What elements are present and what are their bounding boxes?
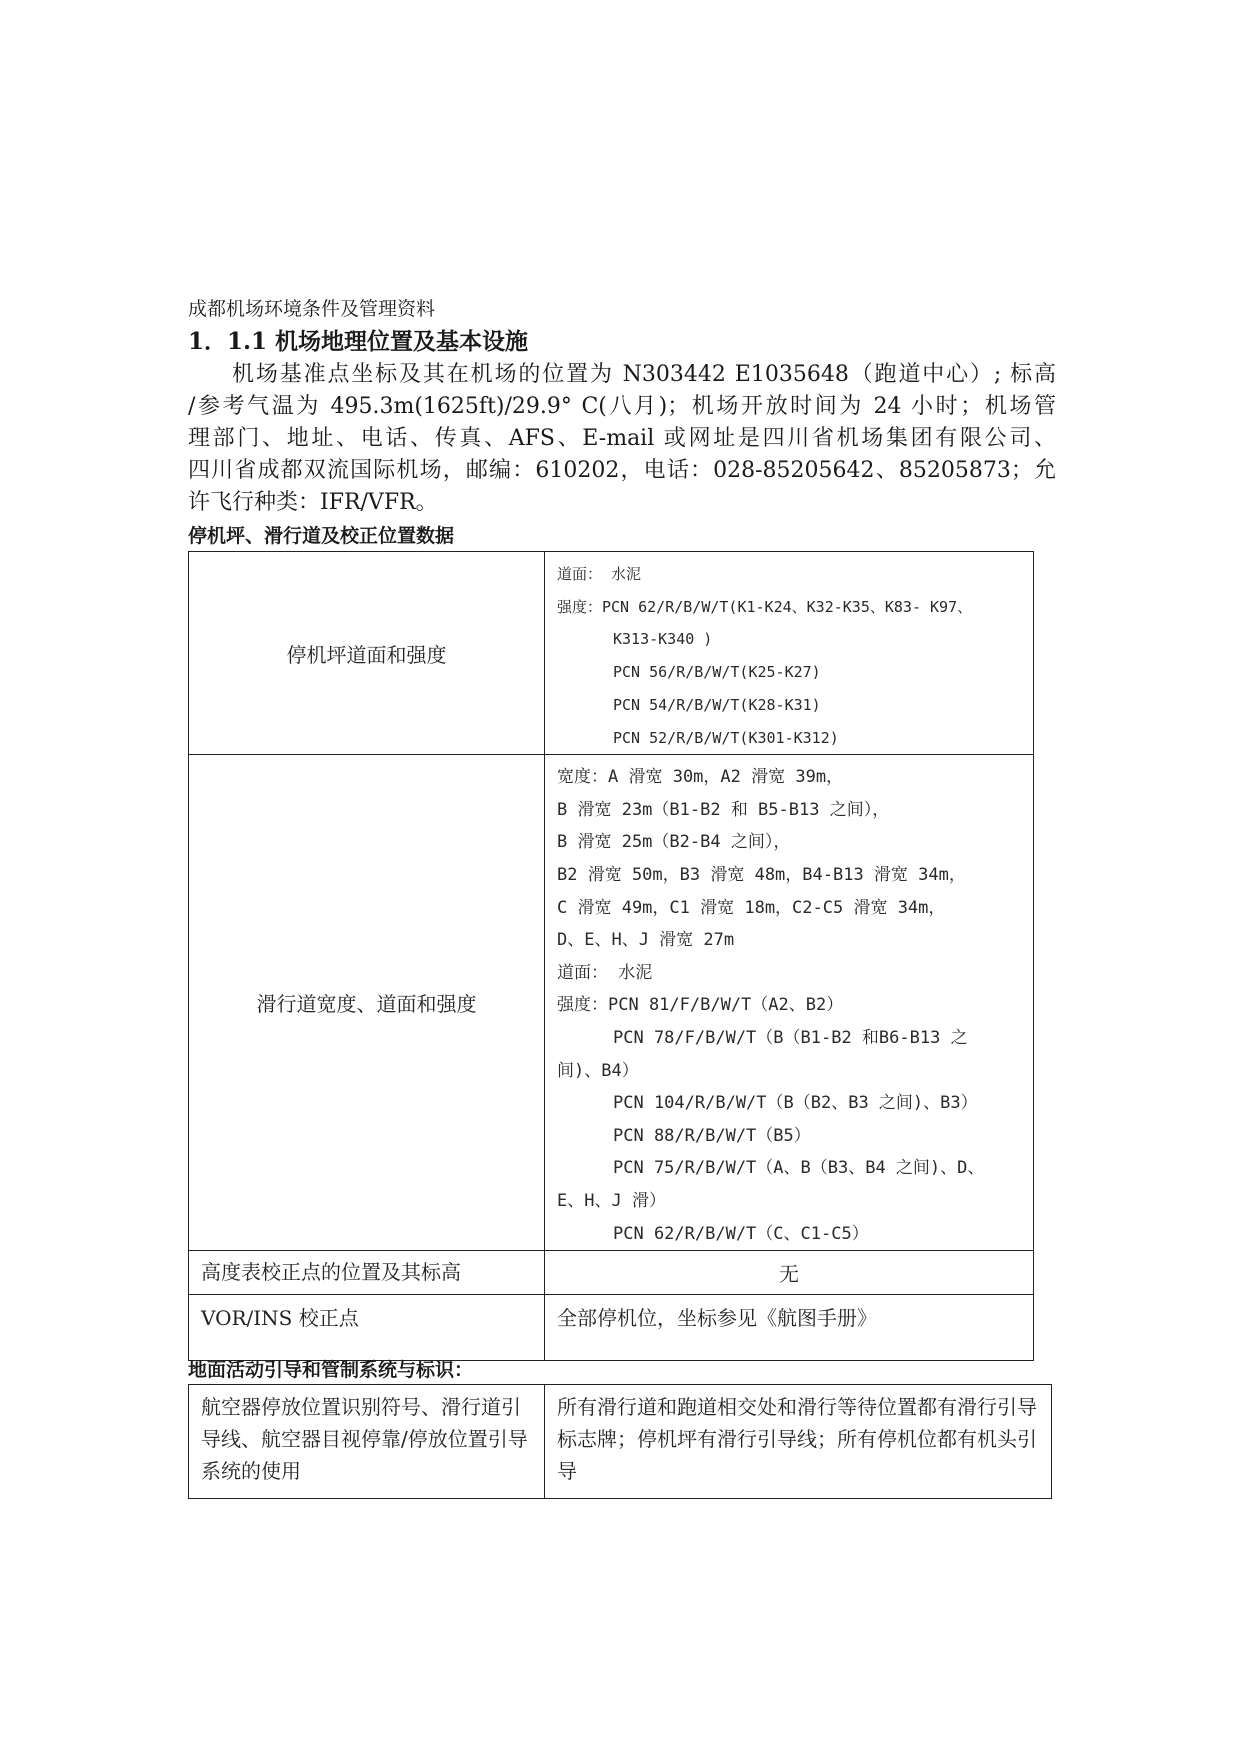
taxiway-value-cell [545,755,1034,1251]
taxiway-label-cell [189,755,545,1251]
table-row [189,1295,1034,1361]
taxiway-line: 间)、B4） [557,1060,639,1081]
taxiway-label: 滑行道宽度、道面和强度 [256,992,477,1017]
taxiway-line: C 滑宽 49m，C1 滑宽 18m，C2-C5 滑宽 34m， [557,897,946,918]
taxiway-line: 宽度：A 滑宽 30m，A2 滑宽 39m， [557,767,844,788]
section-heading: 1．1.1 机场地理位置及基本设施 [188,328,529,355]
apron-line: PCN 54/R/B/W/T(K28-K31) [613,695,821,714]
taxiway-line: E、H、J 滑） [557,1190,666,1211]
vor-ins-value: 全部停机位，坐标参见《航图手册》 [557,1306,877,1331]
paragraph-line: 理部门、地址、电话、传真、AFS、E-mail 或网址是四川省机场集团有限公司、 [188,426,1056,451]
taxiway-line: D、E、H、J 滑宽 27m [557,930,735,951]
vor-ins-label-cell [189,1295,545,1361]
guidance-label: 航空器停放位置识别符号、滑行道引导线、航空器目视停靠/停放位置引导系统的使用 [201,1395,528,1483]
taxiway-line: B2 滑宽 50m，B3 滑宽 48m，B4-B13 滑宽 34m， [557,865,966,885]
table-row [189,755,1034,1251]
table1-heading: 停机坪、滑行道及校正位置数据 [188,525,455,547]
taxiway-line: PCN 88/R/B/W/T（B5） [613,1125,811,1146]
guidance-value: 所有滑行道和跑道相交处和滑行等待位置都有滑行引导标志牌；停机坪有滑行引导线；所有停机位都有机头引导 [557,1395,1037,1483]
guidance-label-cell [189,1385,545,1499]
apron-label-cell [189,552,545,755]
altimeter-value-cell [545,1251,1034,1295]
paragraph-line: /参考气温为 495.3m(1625ft)/29.9° C(八月)；机场开放时间为 24 小时；机场管 [188,394,1056,419]
apron-line: 强度：PCN 62/R/B/W/T(K1-K24、K32-K35、K83- K97、 [557,597,973,616]
paragraph-line: 机场基准点坐标及其在机场的位置为 N303442 E1035648（跑道中心）; 标高 [232,362,1056,387]
taxiway-line: PCN 62/R/B/W/T（C、C1-C5） [613,1223,869,1244]
paragraph-line: 许飞行种类：IFR/VFR。 [188,490,438,515]
taxiway-line: B 滑宽 23m（B1-B2 和 B5-B13 之间）， [557,799,890,820]
table-row [189,552,1034,755]
taxiway-line: PCN 78/F/B/W/T（B（B1-B2 和B6-B13 之 [613,1027,968,1048]
apron-line: K313-K340 ) [613,630,713,649]
table-row [189,1385,1052,1499]
taxiway-line: 道面： 水泥 [557,962,653,983]
taxiway-line: 强度：PCN 81/F/B/W/T（A2、B2） [557,995,844,1016]
paragraph-line: 四川省成都双流国际机场，邮编：610202，电话：028-85205642、85205873；允 [188,458,1056,483]
document-title: 成都机场环境条件及管理资料 [188,298,436,320]
vor-ins-value-cell [545,1295,1034,1361]
apron-line: PCN 56/R/B/W/T(K25-K27) [613,663,821,682]
ground-guidance-table [188,1384,1052,1499]
intro-paragraph [188,359,1056,519]
apron-taxiway-table [188,551,1034,1361]
apron-value-cell [545,552,1034,755]
altimeter-label-cell [189,1251,545,1295]
taxiway-line: PCN 104/R/B/W/T（B（B2、B3 之间)、B3） [613,1093,978,1114]
apron-line: PCN 52/R/B/W/T(K301-K312) [613,728,839,747]
apron-label: 停机坪道面和强度 [286,642,447,667]
taxiway-line: B 滑宽 25m（B2-B4 之间）， [557,832,791,853]
taxiway-line: PCN 75/R/B/W/T（A、B（B3、B4 之间)、D、 [613,1158,985,1179]
table2-heading: 地面活动引导和管制系统与标识： [188,1359,474,1381]
vor-ins-label: VOR/INS 校正点 [201,1306,359,1331]
guidance-value-cell [545,1385,1052,1499]
apron-line: 道面： 水泥 [557,565,642,583]
altimeter-value: 无 [779,1262,799,1287]
altimeter-label: 高度表校正点的位置及其标高 [201,1260,461,1285]
table-row [189,1251,1034,1295]
